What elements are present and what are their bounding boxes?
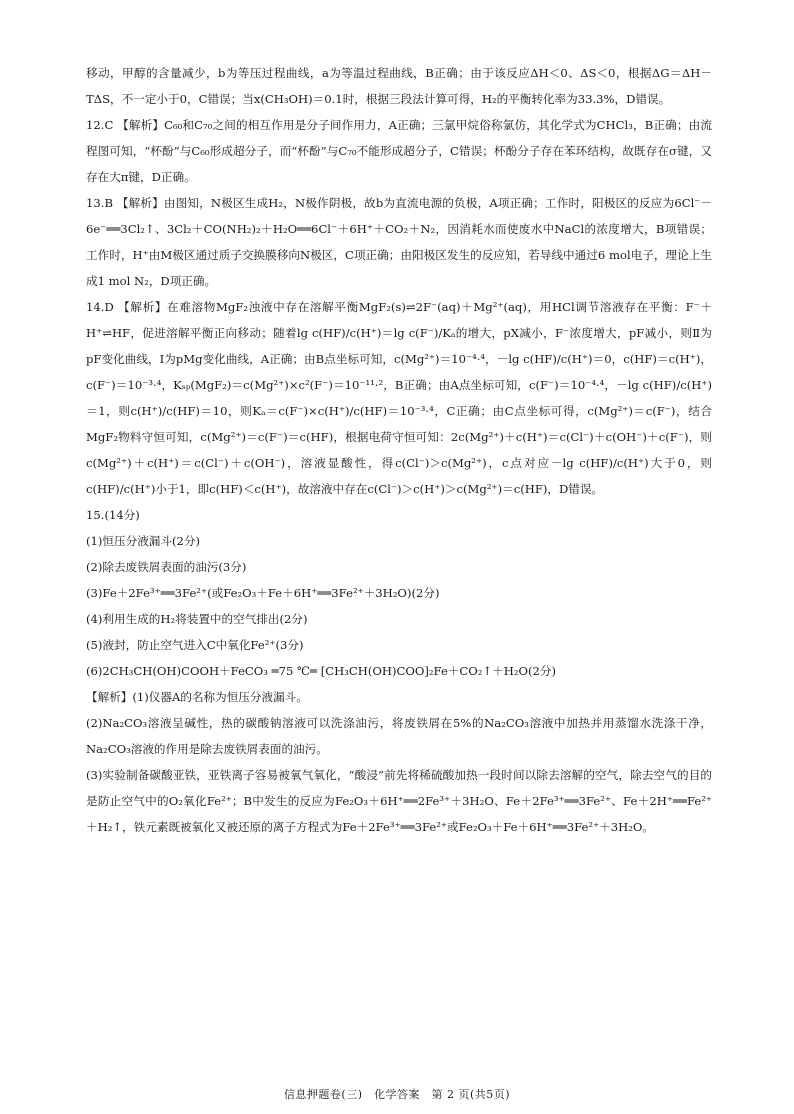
paragraph-q11-tail: 移动，甲醇的含量减少，b为等压过程曲线，a为等温过程曲线，B正确；由于该反应ΔH＜0、ΔS＜0，根据ΔG＝ΔH－TΔS，不一定小于0，C错误；当x(CH₃OH)＝0.1时，根据三段法计算可得，H₂的平衡转化率为33.3%，D错误。 (86, 66, 712, 106)
analysis-q15-3: (3)实验制备碳酸亚铁，亚铁离子容易被氧气氧化，“酸浸”前先将稀硫酸加热一段时间以除去溶解的空气，除去空气的目的是防止空气中的O₂氧化Fe²⁺；B中发生的反应为Fe₂O₃＋6H⁺══2Fe³⁺＋3H₂O、Fe＋2Fe³⁺══3Fe²⁺、Fe＋2H⁺══Fe²⁺＋H₂↑，铁元素既被氧化又被还原的离子方程式为Fe＋2Fe³⁺══3Fe²⁺或Fe₂O₃＋Fe＋6H⁺══3Fe²⁺＋3H₂O。 (86, 768, 712, 834)
answer-q15-2: (2)除去废铁屑表面的油污(3分) (86, 560, 247, 574)
analysis-q15-1: 【解析】(1)仪器A的名称为恒压分液漏斗。 (86, 690, 308, 704)
answer-text-body (86, 60, 712, 840)
analysis-q15-2: (2)Na₂CO₃溶液呈碱性，热的碳酸钠溶液可以洗涤油污，将废铁屑在5%的Na₂CO₃溶液中加热并用蒸馏水洗涤干净，Na₂CO₃溶液的作用是除去废铁屑表面的油污。 (86, 716, 712, 756)
page-footer: 信息押题卷(三) 化学答案 第 2 页(共5页) (283, 1088, 511, 1101)
paragraph-q14: 14.D 【解析】在难溶物MgF₂浊液中存在溶解平衡MgF₂(s)⇌2F⁻(aq)＋Mg²⁺(aq)，用HCl调节溶液存在平衡：F⁻＋H⁺⇌HF，促进溶解平衡正向移动；随着lg c(HF)/c(H⁺)＝lg c(F⁻)/Kₐ的增大，pX减小，F⁻浓度增大，pF减小，则Ⅱ为pF变化曲线，Ⅰ为pMg变化曲线，A正确；由B点坐标可知，c(Mg²⁺)＝10⁻⁴·⁴，－lg c(HF)/c(H⁺)＝0，c(HF)＝c(H⁺)，c(F⁻)＝10⁻³·⁴，Kₛₚ(MgF₂)＝c(Mg²⁺)×c²(F⁻)＝10⁻¹¹·²，B正确；由A点坐标可知，c(F⁻)＝10⁻⁴·⁴，－lg c(HF)/c(H⁺)＝1，则c(H⁺)/c(HF)＝10，则Kₐ＝c(F⁻)×c(H⁺)/c(HF)＝10⁻³·⁴，C正确；由C点坐标可得，c(Mg²⁺)＝c(F⁻)，结合MgF₂物料守恒可知，c(Mg²⁺)＝c(F⁻)＝c(HF)，根据电荷守恒可知：2c(Mg²⁺)＋c(H⁺)＝c(Cl⁻)＋c(OH⁻)＋c(F⁻)，则c(Mg²⁺)＋c(H⁺)＝c(Cl⁻)＋c(OH⁻)，溶液显酸性，得c(Cl⁻)＞c(Mg²⁺)，c点对应－lg c(HF)/c(H⁺)大于0，则c(HF)/c(H⁺)小于1，即c(HF)＜c(H⁺)，故溶液中存在c(Cl⁻)＞c(H⁺)＞c(Mg²⁺)＝c(HF)，D错误。 (86, 300, 712, 496)
paragraph-q12: 12.C 【解析】C₆₀和C₇₀之间的相互作用是分子间作用力，A正确；三氯甲烷俗称氯仿，其化学式为CHCl₃，B正确；由流程图可知，“杯酚”与C₆₀形成超分子，而“杯酚”与C₇₀不能形成超分子，C错误；杯酚分子存在苯环结构，故既存在σ键，又存在大π键，D正确。 (86, 118, 712, 184)
paragraph-q13: 13.B 【解析】由图知，N极区生成H₂，N极作阴极，故b为直流电源的负极，A项正确；工作时，阳极区的反应为6Cl⁻－6e⁻══3Cl₂↑、3Cl₂＋CO(NH₂)₂＋H₂O══6Cl⁻＋6H⁺＋CO₂＋N₂，因消耗水而使废水中NaCl的浓度增大，B项错误；工作时，H⁺由M极区通过质子交换膜移向N极区，C项正确；由阳极区发生的反应知，若导线中通过6 mol电子，理论上生成1 mol N₂，D项正确。 (86, 196, 713, 288)
heading-q15: 15.(14分) (86, 508, 140, 522)
answer-q15-6: (6)2CH₃CH(OH)COOH＋FeCO₃ ═75 ℃═ [CH₃CH(OH)COO]₂Fe＋CO₂↑＋H₂O(2分) (86, 664, 557, 678)
answer-q15-1: (1)恒压分液漏斗(2分) (86, 534, 201, 548)
answer-q15-4: (4)利用生成的H₂将装置中的空气排出(2分) (86, 612, 308, 626)
answer-q15-3: (3)Fe＋2Fe³⁺══3Fe²⁺(或Fe₂O₃＋Fe＋6H⁺══3Fe²⁺＋3H₂O)(2分) (86, 586, 440, 600)
answer-q15-5: (5)液封，防止空气进入C中氧化Fe²⁺(3分) (86, 638, 304, 652)
